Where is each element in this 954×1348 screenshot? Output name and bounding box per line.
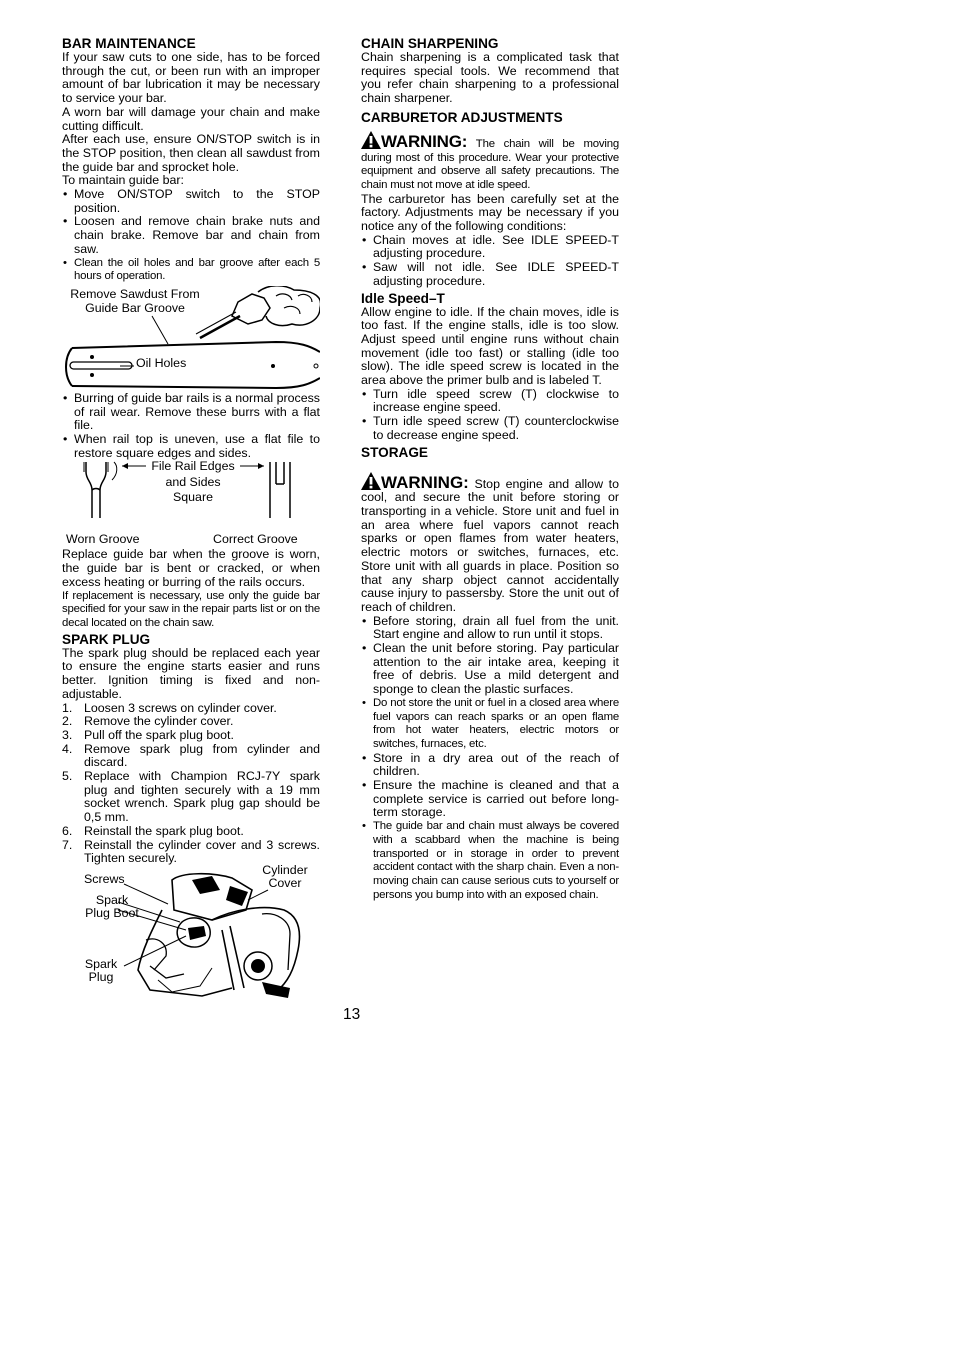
idle-speed-heading: Idle Speed–T xyxy=(361,290,445,306)
list-item: • Burring of guide bar rails is a normal process of rail wear. Remove these burrs with a flat file. xyxy=(62,392,320,433)
groove-figure xyxy=(62,460,320,532)
label-worn-groove: Worn Groove xyxy=(66,532,140,547)
label-file-rail-edges: File Rail Edges and Sides Square xyxy=(151,459,235,505)
list-item: 6. Reinstall the spark plug boot. xyxy=(62,823,244,838)
list-item: • Ensure the machine is cleaned and that a complete service is carried out before long-term storage. xyxy=(361,779,619,820)
list-item: 2. Remove the cylinder cover. xyxy=(62,714,234,729)
carburetor-p1: The carburetor has been carefully set at the factory. Adjustments may be necessary if you notice any of the following conditions: xyxy=(361,191,619,234)
list-item: • Clean the oil holes and bar groove after each 5 hours of operation. xyxy=(62,257,320,284)
warning-label: WARNING: xyxy=(381,131,468,151)
bar-maintenance-p4: To maintain guide bar: xyxy=(62,173,184,188)
warning-text: Stop engine and allow to cool, and secure the unit before storing or transporting in a vehicle. Store unit and fuel in an area where fuel vapors cannot reach sparks or open flames from water heaters, electric motors or switches, furnaces, etc. Store unit with all guards in place. Position so that any sharp object cannot accidentally cause injury to passersby. Store the unit out of reach of children. xyxy=(361,476,619,614)
list-item: • Do not store the unit or fuel in a closed area where fuel vapors can reach sparks or an open flame from hot water heaters, electric motors or switches, furnaces, etc. xyxy=(361,697,619,752)
bar-maintenance-list-2 xyxy=(62,392,320,461)
idle-speed-list xyxy=(361,388,619,443)
list-item: 4. Remove spark plug from cylinder and discard. xyxy=(62,741,320,770)
bar-maintenance-p6: If replacement is necessary, use only the guide bar specified for your saw in the repair parts list or on the decal located on the chain saw. xyxy=(62,589,320,629)
list-item: 1. Loosen 3 screws on cylinder cover. xyxy=(62,700,277,715)
list-item: 5. Replace with Champion RCJ-7Y spark plug and tighten securely with a 19 mm socket wrench. Spark plug gap should be 0,5 mm. xyxy=(62,769,320,825)
storage-heading: STORAGE xyxy=(361,444,428,460)
list-item: • When rail top is uneven, use a flat file to restore square edges and sides. xyxy=(62,433,320,460)
storage-warning xyxy=(361,472,619,615)
chain-sharpening-p1: Chain sharpening is a complicated task that requires special tools. We recommend that you refer chain sharpening to a professional chain sharpener. xyxy=(361,50,619,106)
bar-maintenance-list-1 xyxy=(62,188,320,284)
left-column xyxy=(62,36,320,1000)
list-item: • Turn idle speed screw (T) counterclockwise to decrease engine speed. xyxy=(361,415,619,442)
carburetor-heading: CARBURETOR ADJUSTMENTS xyxy=(361,109,563,125)
list-item: • Chain moves at idle. See IDLE SPEED-T adjusting procedure. xyxy=(361,234,619,261)
guide-bar-figure xyxy=(62,286,320,392)
spark-plug-figure xyxy=(62,862,320,1000)
label-cylinder-cover: Cylinder Cover xyxy=(262,862,308,890)
chain-sharpening-heading: CHAIN SHARPENING xyxy=(361,36,499,51)
list-item: 7. Reinstall the cylinder cover and 3 screws. Tighten securely. xyxy=(62,837,320,866)
label-screws: Screws xyxy=(84,871,125,886)
warning-triangle-icon xyxy=(361,131,381,149)
right-column xyxy=(361,36,619,902)
list-item: • Store in a dry area out of the reach of children. xyxy=(361,752,619,779)
spark-plug-steps xyxy=(62,702,320,866)
list-item: • Before storing, drain all fuel from the unit. Start engine and allow to run until it stops. xyxy=(361,615,619,642)
carburetor-warning xyxy=(361,131,619,193)
label-remove-sawdust: Remove Sawdust From Guide Bar Groove xyxy=(70,286,200,315)
list-item: • Loosen and remove chain brake nuts and chain brake. Remove bar and chain from saw. xyxy=(62,215,320,256)
spark-plug-heading: SPARK PLUG xyxy=(62,631,151,647)
carburetor-list xyxy=(361,234,619,289)
list-item: 3. Pull off the spark plug boot. xyxy=(62,727,234,742)
bar-maintenance-p5: Replace guide bar when the groove is worn, the guide bar is bent or cracked, or when excess heating or burring of the rails occurs. xyxy=(62,547,320,589)
page-number: 13 xyxy=(343,1006,361,1023)
spark-plug-p1: The spark plug should be replaced each year to ensure the engine starts easier and runs better. Ignition timing is fixed and non-adjustable. xyxy=(62,645,320,701)
list-item: • Move ON/STOP switch to the STOP position. xyxy=(62,188,320,215)
label-spark-plug: Spark Plug xyxy=(84,956,118,984)
bar-maintenance-p3: After each use, ensure ON/STOP switch is in the STOP position, then clean all sawdust from the guide bar and sprocket hole. xyxy=(62,132,320,174)
label-spark-plug-boot: Spark Plug Boot xyxy=(85,892,139,921)
warning-text: The chain will be moving during most of this procedure. Wear your protective equipment and observe all safety precautions. The chain must not move at idle speed. xyxy=(361,137,619,191)
list-item: • The guide bar and chain must always be covered with a scabbard when the machine is being transported or in storage in order to prevent accident contact with the sharp chain. Even a non-moving chain can cause serious cuts to yourself or persons you bump into with an exposed chain. xyxy=(361,820,619,902)
warning-triangle-icon xyxy=(361,472,381,490)
storage-list xyxy=(361,615,619,903)
bar-maintenance-p1: If your saw cuts to one side, has to be forced through the cut, or been run with an improper amount of bar lubrication it may be necessary to service your bar. xyxy=(62,50,320,106)
label-correct-groove: Correct Groove xyxy=(213,532,298,547)
idle-speed-p1: Allow engine to idle. If the chain moves, idle is too fast. If the engine stalls, idle is too slow. Adjust speed until engine runs without chain movement (idle too fast) or stalling (idle too slow). The idle speed screw is located in the area above the primer bulb and is labeled T. xyxy=(361,304,619,388)
bar-maintenance-heading: BAR MAINTENANCE xyxy=(62,36,196,51)
list-item: • Saw will not idle. See IDLE SPEED-T adjusting procedure. xyxy=(361,261,619,288)
label-oil-holes: Oil Holes xyxy=(136,355,187,370)
groove-labels xyxy=(62,532,320,548)
warning-label: WARNING: xyxy=(381,472,469,492)
list-item: • Clean the unit before storing. Pay particular attention to the air intake area, keeping it free of debris. Use a mild detergent and sponge to clean the plastic surfaces. xyxy=(361,642,619,697)
bar-maintenance-p2: A worn bar will damage your chain and make cutting difficult. xyxy=(62,104,320,133)
list-item: • Turn idle speed screw (T) clockwise to increase engine speed. xyxy=(361,388,619,415)
